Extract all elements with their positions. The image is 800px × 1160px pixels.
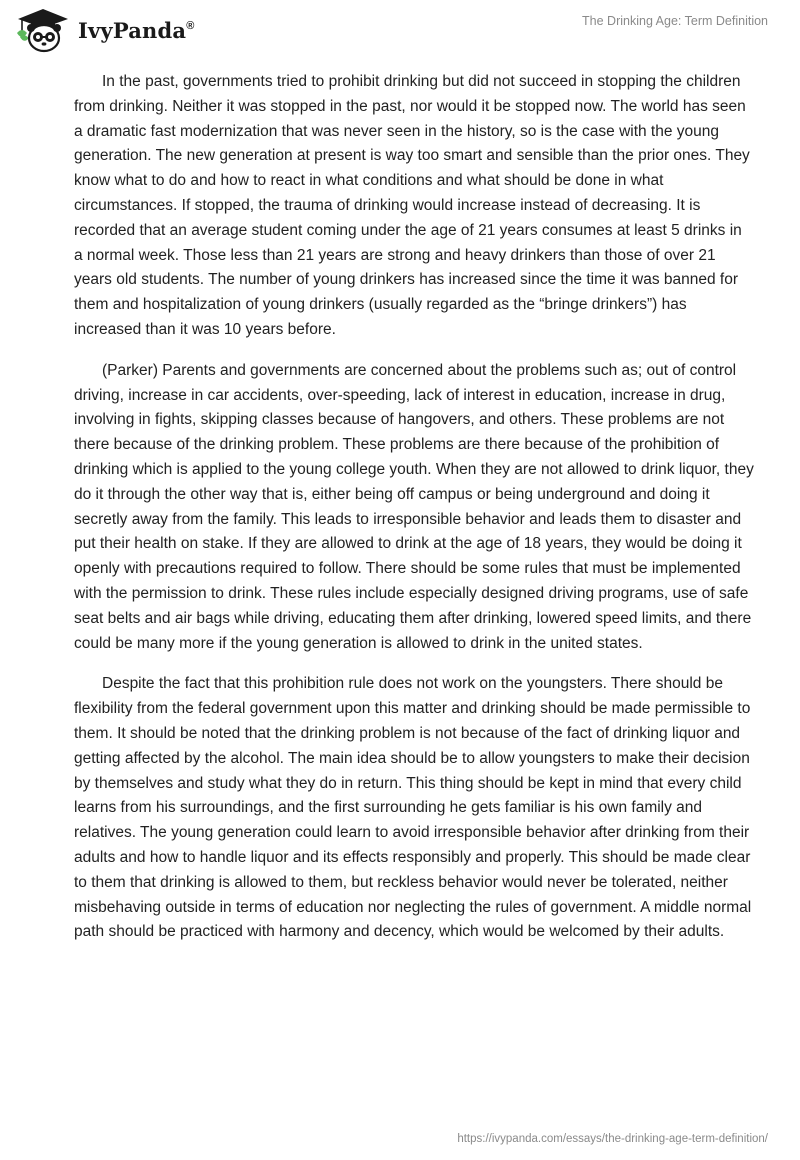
paragraph-3: Despite the fact that this prohibition rule does not work on the youngsters. There should be flexibility from the federal government upon this matter and drinking should be made permissible to them. It should be noted that the drinking problem is not because of the fact of drinking liquor and getting affected by the alcohol. The main idea should be to allow youngsters to make their decision by themselves and study what they do in return. This thing should be kept in mind that every child learns from his surroundings, and the first surrounding he gets familiar is his own family and relatives. The young generation could learn to avoid irresponsible behavior after drinking from their adults and how to handle liquor and its effects responsibly and properly. This should be made clear to them that drinking is allowed to them, but reckless behavior would never be tolerated, neither misbehaving outside in terms of education nor neglecting the rules of government. A middle normal path should be practiced with harmony and decency, which would be welcomed by their adults. bbox=[74, 675, 752, 941]
paragraph-1: In the past, governments tried to prohibit drinking but did not succeed in stopping the children from drinking. Neither it was stopped in the past, nor would it be stopped now. The world has seen a dramatic fast modernization that was never seen in the history, so is the case with the young generation. The new generation at present is way too smart and sensible than the prior ones. They know what to do and how to react in what conditions and what should be done in what circumstances. If stopped, the trauma of drinking would increase instead of decreasing. It is recorded that an average student coming under the age of 21 years consumes at least 5 drinks in a normal week. Those less than 21 years are strong and heavy drinkers than those of over 21 years old students. The number of young drinkers has increased since the time it was banned for them and hospitalization of young drinkers (usually regarded as the “bringe drinkers”) has increased than it was 10 years before. bbox=[74, 73, 750, 338]
brand-name: IvyPanda® bbox=[78, 17, 195, 43]
registered-mark: ® bbox=[186, 19, 195, 32]
document-title: The Drinking Age: Term Definition bbox=[582, 14, 768, 28]
paragraph-2: (Parker) Parents and governments are concerned about the problems such as; out of control driving, increase in car accidents, over-speeding, lack of interest in education, increase in drug, involving in fights, skipping classes because of hangovers, and others. These problems are not there because of the drinking problem. These problems are there because of the prohibition of drinking which is applied to the young college youth. When they are not allowed to drink liquor, they do it through the other way that is, either being off campus or being underground and doing it secretly away from the family. This leads to irresponsible behavior and leads them to disaster and put their health on stake. If they are allowed to drink at the age of 18 years, they would be doing it openly with precautions required to follow. There should be some rules that must be implemented with the permission to drink. These rules include especially designed driving programs, use of safe seat belts and air bags while driving, educating them after drinking, lowered speed limits, and there could be many more if the young generation is allowed to drink in the united states. bbox=[74, 361, 754, 652]
essay-body bbox=[74, 70, 754, 961]
brand-logo[interactable] bbox=[14, 7, 195, 53]
source-url[interactable]: https://ivypanda.com/essays/the-drinking-age-term-definition/ bbox=[457, 1133, 768, 1145]
page-header bbox=[0, 0, 800, 60]
panda-graduate-icon bbox=[14, 7, 72, 53]
